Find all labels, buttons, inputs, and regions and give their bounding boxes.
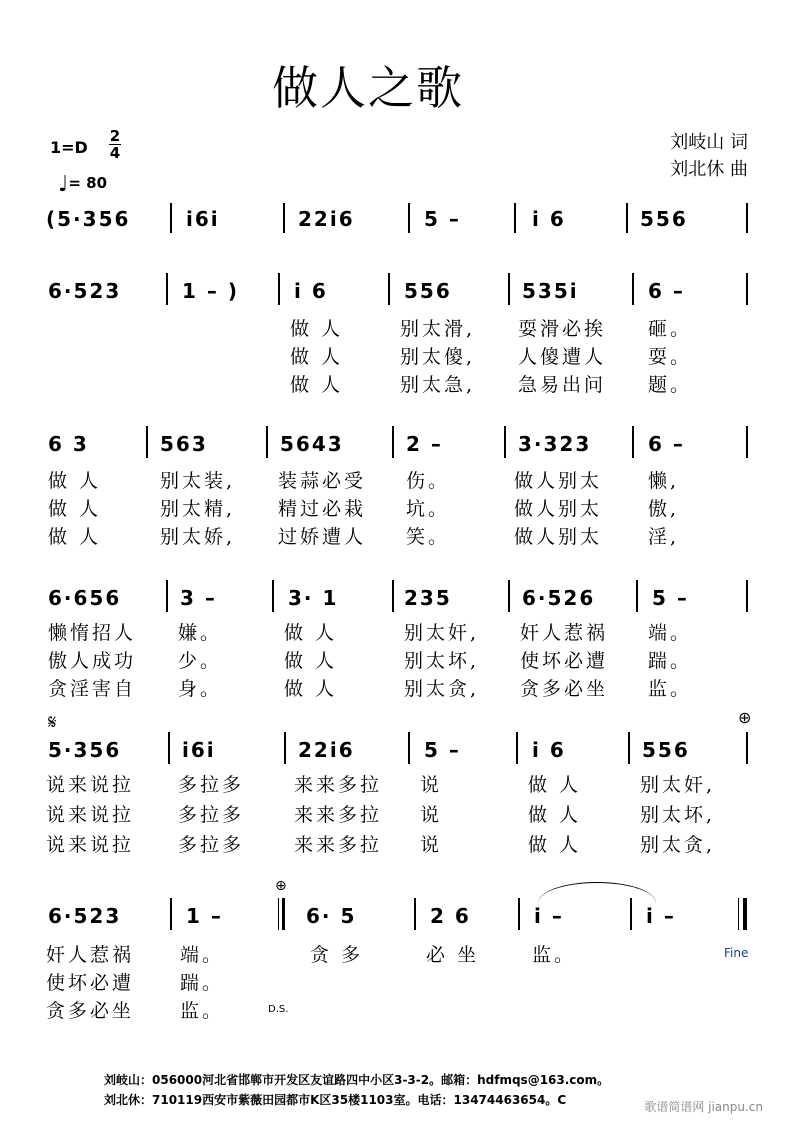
song-title: 做人之歌 — [272, 61, 464, 115]
lyric: 做 人 — [290, 318, 344, 340]
measure-notes: 6 – — [648, 432, 685, 456]
lyric: 必 坐 — [426, 944, 480, 966]
measure-notes: 3· 1 — [288, 586, 339, 610]
measure-notes: 1 – — [186, 904, 223, 928]
lyric: 踹。 — [180, 972, 225, 994]
coda-icon: ⊕ — [275, 878, 287, 894]
lyric: 做 人 — [48, 470, 102, 492]
measure-notes: 556 — [640, 207, 688, 231]
measure-notes: 22i6 — [298, 738, 355, 762]
measure-notes: 3 – — [180, 586, 217, 610]
lyric: 做 人 — [528, 804, 582, 826]
fine-marking: Fine — [724, 946, 749, 960]
lyric: 来来多拉 — [294, 774, 383, 796]
meter-top: 2 — [109, 127, 121, 145]
lyric: 做 人 — [290, 374, 344, 396]
lyric: 别太奸, — [640, 774, 716, 796]
lyric: 做 人 — [284, 622, 338, 644]
lyric: 别太贪, — [640, 834, 716, 856]
lyric: 监。 — [180, 1000, 225, 1022]
measure-notes: 2 – — [406, 432, 443, 456]
lyric: 做人别太 — [514, 498, 603, 520]
measure-notes: 563 — [160, 432, 208, 456]
lyric: 多拉多 — [178, 834, 245, 856]
lyric: 端。 — [180, 944, 225, 966]
measure-notes: 5 – — [424, 207, 461, 231]
lyric: 踹。 — [648, 650, 693, 672]
lyric: 做 人 — [284, 678, 338, 700]
lyric: 傲, — [648, 498, 680, 520]
measure-notes: 2 6 — [430, 904, 471, 928]
lyric: 身。 — [178, 678, 223, 700]
lyric: 坑。 — [406, 498, 451, 520]
measure-notes: i 6 — [532, 738, 566, 762]
lyric: 多拉多 — [178, 804, 245, 826]
lyric: 做 人 — [48, 526, 102, 548]
lyric: 监。 — [648, 678, 693, 700]
lyric: 做 人 — [528, 774, 582, 796]
watermark: 歌谱简谱网 jianpu.cn — [644, 1100, 763, 1114]
lyric: 急易出问 — [518, 374, 607, 396]
lyric: 奸人惹祸 — [46, 944, 135, 966]
lyric: 傲人成功 — [48, 650, 137, 672]
lyric: 淫, — [648, 526, 680, 548]
tempo-marking — [58, 172, 107, 197]
lyric: 题。 — [648, 374, 693, 396]
lyric: 嫌。 — [178, 622, 223, 644]
lyric: 使坏必遭 — [46, 972, 135, 994]
lyric: 做人别太 — [514, 526, 603, 548]
lyric: 做 人 — [290, 346, 344, 368]
lyric: 别太急, — [400, 374, 476, 396]
measure-notes: i – — [534, 904, 564, 928]
quarter-note-icon: ♩ — [58, 172, 69, 197]
lyric: 耍。 — [648, 346, 693, 368]
key-signature: 1=D — [50, 138, 88, 157]
lyric: 笑。 — [406, 526, 451, 548]
lyric: 别太奸, — [404, 622, 480, 644]
measure-notes: (5·356 — [46, 207, 131, 231]
lyric: 说来说拉 — [46, 804, 135, 826]
lyric: 别太娇, — [160, 526, 236, 548]
lyric: 监。 — [532, 944, 577, 966]
lyric: 做 人 — [284, 650, 338, 672]
lyric: 耍滑必挨 — [518, 318, 607, 340]
measure-notes: 6·656 — [48, 586, 122, 610]
measure-notes: i6i — [182, 738, 216, 762]
lyric: 多拉多 — [178, 774, 245, 796]
measure-notes: 556 — [642, 738, 690, 762]
lyric: 别太贪, — [404, 678, 480, 700]
measure-notes: 5·356 — [48, 738, 122, 762]
lyric: 别太装, — [160, 470, 236, 492]
lyric: 来来多拉 — [294, 804, 383, 826]
lyric: 做 人 — [528, 834, 582, 856]
measure-notes: 6·523 — [48, 904, 122, 928]
lyric: 过娇遭人 — [278, 526, 367, 548]
measure-notes: i 6 — [294, 279, 328, 303]
measure-notes: 3·323 — [518, 432, 592, 456]
measure-notes: 6· 5 — [306, 904, 357, 928]
lyric: 端。 — [648, 622, 693, 644]
measure-notes: 535i — [522, 279, 579, 303]
measure-notes: 235 — [404, 586, 452, 610]
lyric: 做人别太 — [514, 470, 603, 492]
lyric: 别太坏, — [404, 650, 480, 672]
measure-notes: 6 3 — [48, 432, 89, 456]
meter-bottom: 4 — [109, 144, 121, 162]
measure-notes: i 6 — [532, 207, 566, 231]
lyric: 别太傻, — [400, 346, 476, 368]
composer-credit: 刘北休 曲 — [670, 159, 748, 180]
lyric: 砸。 — [648, 318, 693, 340]
measure-notes: i – — [646, 904, 676, 928]
lyric: 说来说拉 — [46, 834, 135, 856]
measure-notes: 6 – — [648, 279, 685, 303]
lyric: 说 — [420, 834, 443, 856]
measure-notes: 22i6 — [298, 207, 355, 231]
lyric: 别太精, — [160, 498, 236, 520]
lyric: 说 — [420, 804, 443, 826]
lyric: 别太滑, — [400, 318, 476, 340]
lyric: 奸人惹祸 — [520, 622, 609, 644]
measure-notes: 6·523 — [48, 279, 122, 303]
lyric: 贪多必坐 — [520, 678, 609, 700]
measure-notes: 5 – — [424, 738, 461, 762]
measure-notes: 5 – — [652, 586, 689, 610]
measure-notes: 556 — [404, 279, 452, 303]
lyric: 做 人 — [48, 498, 102, 520]
lyric: 少。 — [178, 650, 223, 672]
footer-lyricist-address: 刘岐山：056000河北省邯郸市开发区友谊路四中小区3-3-2。邮箱：hdfmqs@163.com。 — [104, 1073, 610, 1087]
lyric: 人傻遭人 — [518, 346, 607, 368]
lyric: 别太坏, — [640, 804, 716, 826]
measure-notes: i6i — [186, 207, 220, 231]
footer-composer-address: 刘北休：710119西安市紫薇田园都市K区35楼1103室。电话：13474463654。C — [104, 1093, 567, 1107]
lyric: 来来多拉 — [294, 834, 383, 856]
lyric: 贪淫害自 — [48, 678, 137, 700]
tie-slur — [538, 882, 656, 903]
lyric: 贪 多 — [310, 944, 364, 966]
lyric: 懒, — [648, 470, 680, 492]
lyric: 装蒜必受 — [278, 470, 367, 492]
lyricist-credit: 刘岐山 词 — [670, 132, 748, 153]
lyric: 说来说拉 — [46, 774, 135, 796]
time-signature — [108, 128, 122, 161]
measure-notes: 5643 — [280, 432, 344, 456]
lyric: 精过必栽 — [278, 498, 367, 520]
tempo-value: = 80 — [68, 174, 108, 192]
lyric: 使坏必遭 — [520, 650, 609, 672]
measure-notes: 1 – ) — [182, 279, 239, 303]
ds-marking: D.S. — [268, 1004, 289, 1015]
lyric: 贪多必坐 — [46, 1000, 135, 1022]
lyric: 说 — [420, 774, 443, 796]
lyric: 懒惰招人 — [48, 622, 137, 644]
measure-notes: 6·526 — [522, 586, 596, 610]
segno-icon: 𝄋 — [48, 710, 57, 734]
coda-icon: ⊕ — [738, 708, 752, 727]
lyric: 伤。 — [406, 470, 451, 492]
